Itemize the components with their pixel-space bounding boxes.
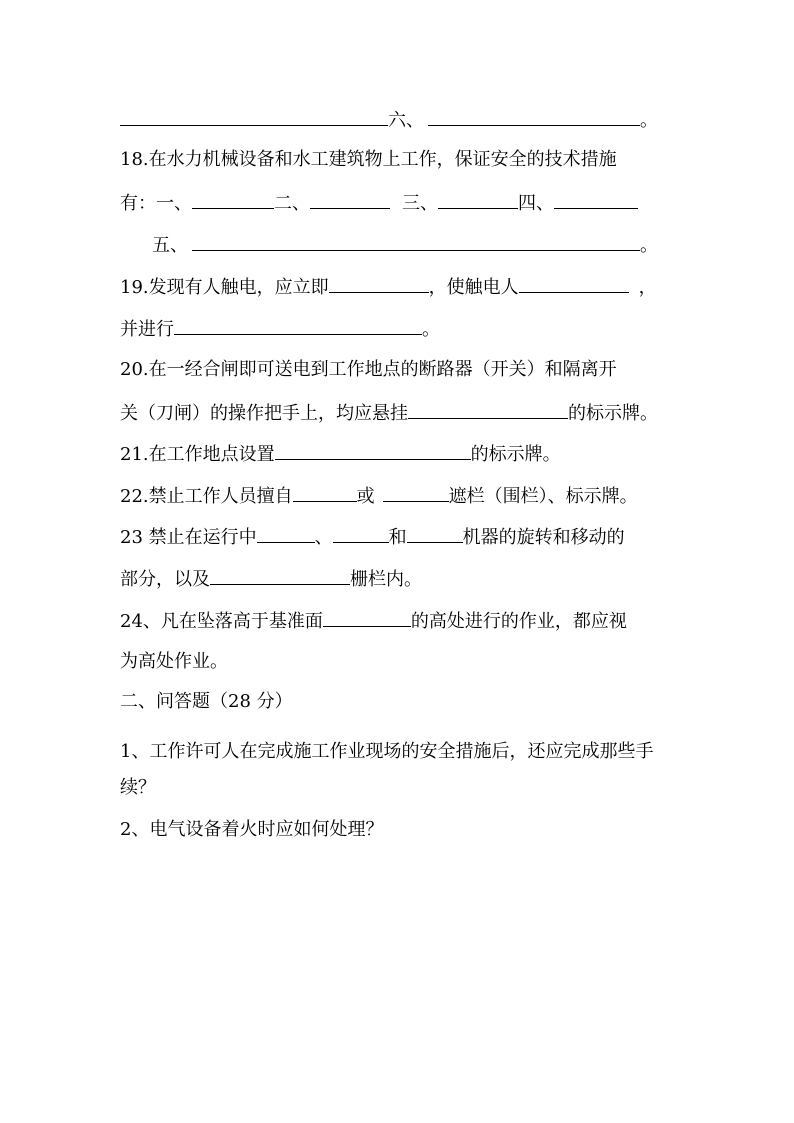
text: 的高处进行的作业，都应视 [410, 611, 627, 632]
text: ，使触电人 [428, 277, 519, 298]
text: 。 [640, 110, 658, 131]
answer-blank[interactable] [383, 483, 449, 502]
text: 为高处作业。 [120, 651, 228, 672]
text: 的标示牌。 [470, 444, 561, 465]
text: 机器的旋转和移动的 [462, 527, 625, 548]
text: 六、 [388, 110, 424, 131]
question-24-line-2 [120, 650, 228, 674]
answer-blank[interactable] [407, 524, 463, 543]
question-20-line-2 [120, 400, 658, 424]
text: 五、 [152, 235, 188, 256]
text: 的标示牌。 [568, 403, 658, 424]
qa-2-line [120, 818, 383, 842]
question-22-line [120, 483, 638, 507]
qa-1-line-2 [120, 776, 156, 800]
text: 续？ [120, 777, 156, 798]
section-heading [120, 690, 293, 714]
question-18-line-1 [120, 148, 617, 172]
text: 栅栏内。 [350, 569, 422, 590]
text: 部分，以及 [120, 569, 210, 590]
answer-blank[interactable] [192, 232, 640, 251]
text: 三、 [402, 193, 438, 214]
answer-blank[interactable] [293, 483, 357, 502]
answer-blank[interactable] [310, 190, 390, 209]
answer-blank[interactable] [329, 274, 429, 293]
question-text: 24、凡在坠落高于基准面 [120, 611, 323, 632]
answer-blank[interactable] [438, 190, 518, 209]
question-23-line-2 [120, 566, 422, 590]
text: 四、 [518, 193, 554, 214]
answer-blank[interactable] [275, 441, 471, 460]
question-18-line-2 [120, 190, 638, 214]
question-text: 21.在工作地点设置 [120, 444, 275, 465]
text: 并进行 [120, 319, 174, 340]
question-text: 18.在水力机械设备和水工建筑物上工作，保证安全的技术措施 [120, 149, 617, 170]
answer-blank[interactable] [257, 524, 315, 543]
answer-blank[interactable] [333, 524, 389, 543]
text: 和 [388, 527, 407, 548]
answer-blank[interactable] [428, 107, 640, 126]
text: 遮栏（围栏）、标示牌。 [448, 486, 638, 507]
section-title: 二、问答题（28 分） [120, 691, 293, 712]
text: 、 [314, 527, 333, 548]
question-21-line [120, 441, 561, 465]
question-19-line-1 [120, 274, 657, 298]
text: 二、 [274, 193, 310, 214]
text: ， [638, 277, 657, 298]
question-text: 2、电气设备着火时应如何处理？ [120, 819, 384, 840]
question-24-line-1 [120, 608, 627, 632]
answer-blank[interactable] [120, 107, 388, 126]
question-19-line-2 [120, 316, 440, 340]
question-text: 19.发现有人触电，应立即 [120, 277, 329, 298]
question-text: 22.禁止工作人员擅自 [120, 486, 293, 507]
question-text: 1、工作许可人在完成施工作业现场的安全措施后，还应完成那些手 [120, 741, 654, 762]
text: 关（刀闸）的操作把手上，均应悬挂 [120, 403, 408, 424]
answer-blank[interactable] [192, 190, 274, 209]
text: 。 [422, 319, 440, 340]
qa-1-line-1 [120, 740, 653, 764]
question-23-line-1 [120, 524, 625, 548]
text: 。 [640, 235, 658, 256]
answer-blank[interactable] [519, 274, 629, 293]
question-text: 23 禁止在运行中 [120, 527, 257, 548]
question-text: 20.在一经合闸即可送电到工作地点的断路器（开关）和隔离开 [120, 359, 617, 380]
question-20-line-1 [120, 358, 617, 382]
answer-blank[interactable] [174, 316, 422, 335]
fill-line-6 [120, 107, 658, 131]
question-18-line-3 [152, 232, 658, 256]
answer-blank[interactable] [408, 400, 568, 419]
answer-blank[interactable] [323, 608, 411, 627]
answer-blank[interactable] [554, 190, 638, 209]
text: 或 [356, 486, 375, 507]
answer-blank[interactable] [210, 566, 350, 585]
text: 有：一、 [120, 193, 192, 214]
